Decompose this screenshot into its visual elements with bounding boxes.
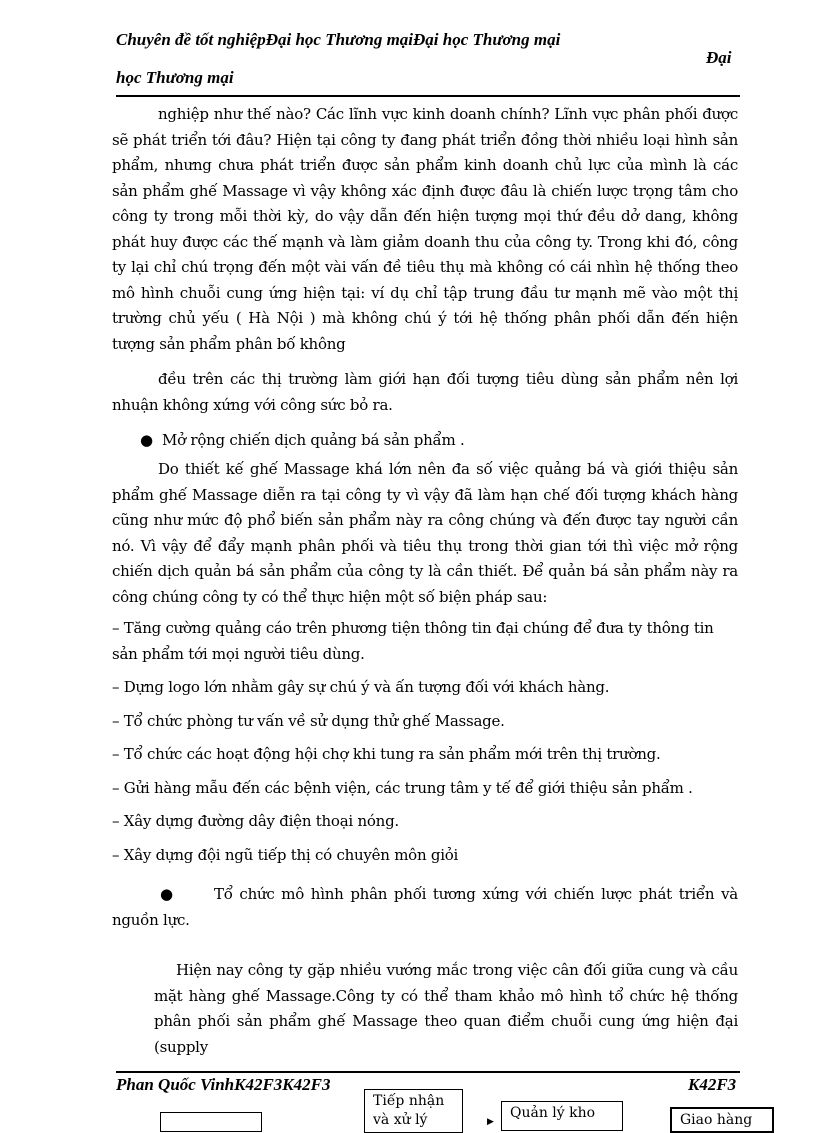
dash-item-6: – Xây dựng đường dây điện thoại nóng.	[112, 812, 399, 830]
diagram-box-1	[160, 1112, 262, 1132]
footer-author: Phan Quốc VinhK42F3K42F3	[116, 1075, 331, 1094]
footer-rule	[116, 1071, 740, 1073]
diagram-box-delivery: Giao hàng	[670, 1107, 774, 1133]
dash-item-1: – Tăng cường quảng cáo trên phương tiện thông tin đại chúng để đưa ty thông tin sản phẩm tới mọi người tiêu dùng.	[112, 619, 714, 663]
paragraph-3: Do thiết kế ghế Massage khá lớn nên đa số việc quảng bá và giới thiệu sản phẩm ghế Massage diễn ra tại công ty vì vậy đã làm hạn chế đối tượng khách hàng cũng như mức độ phổ biến sản phẩm này ra công chúng và đến được tay người cần nó. Vì vậy để đẩy mạnh phân phối và tiêu thụ trong thời gian tới thì việc mở rộng chiến dịch quản bá sản phẩm của công ty là cần thiết. Để quản bá sản phẩm này ra công chúng công ty có thể thực hiện một số biện pháp sau:	[112, 460, 738, 606]
dash-item-2: – Dựng logo lớn nhằm gây sự chú ý và ấn tượng đối với khách hàng.	[112, 678, 610, 696]
dash-item-3: – Tổ chức phòng tư vấn về sử dụng thử ghế Massage.	[112, 711, 505, 730]
bullet-item-1-text: Mở rộng chiến dịch quảng bá sản phẩm .	[162, 431, 465, 449]
footer-class-code: K42F3	[688, 1075, 737, 1094]
diagram-arrow-icon: ▶	[487, 1117, 494, 1127]
paragraph-2: đều trên các thị trường làm giới hạn đối tượng tiêu dùng sản phẩm nên lợi nhuận không xứng với công sức bỏ ra.	[112, 370, 738, 414]
bullet-item-2	[112, 882, 738, 933]
header-rule	[116, 95, 740, 97]
header-title-line1: Chuyên đề tốt nghiệpĐại học Thương mạiĐại học Thương mại	[116, 30, 561, 49]
header-title-line2: học Thương mại	[116, 68, 234, 87]
dash-item-7: – Xây dựng đội ngũ tiếp thị có chuyên môn giỏi	[112, 845, 459, 864]
document-body	[112, 102, 738, 1075]
bullet-item-1	[112, 428, 738, 453]
bullet-icon: ●	[160, 885, 173, 903]
bullet-icon: ●	[140, 431, 153, 449]
paragraph-1: nghiệp như thế nào? Các lĩnh vực kinh doanh chính? Lĩnh vực phân phối được sẽ phát triển tới đâu? Hiện tại công ty đang phát triển đồng thời nhiều loại hình sản phẩm, nhưng chưa phát triển được sản phẩm kinh doanh chủ lực của mình là các sản phẩm ghế Massage vì vậy không xác định được đâu là chiến lược trọng tâm cho công ty trong mỗi thời kỳ, do vậy dẫn đến hiện tượng mọi thứ đều dở dang, không phát huy được các thế mạnh và làm giảm doanh thu của công ty. Trong khi đó, công ty lại chỉ chú trọng đến một vài vấn đề tiêu thụ mà không có cái nhìn hệ thống theo mô hình chuỗi cung ứng hiện tại: ví dụ chỉ tập trung đầu tư mạnh mẽ vào một thị trường chủ yếu ( Hà Nội ) mà không chú ý tới hệ thống phân phối dẫn đến hiện tượng sản phẩm phân bố không	[112, 105, 738, 353]
header-right-text: Đại	[706, 48, 732, 67]
dash-item-4: – Tổ chức các hoạt động hội chợ khi tung ra sản phẩm mới trên thị trường.	[112, 745, 661, 763]
bullet-item-2-text: Tổ chức mô hình phân phối tương xứng với chiến lược phát triển và nguồn lực.	[112, 885, 738, 929]
dash-item-5: – Gửi hàng mẫu đến các bệnh viện, các trung tâm y tế để giới thiệu sản phẩm .	[112, 778, 693, 797]
diagram-box-receive-process: Tiếp nhận và xử lý	[364, 1089, 463, 1133]
diagram-box-warehouse: Quản lý kho	[501, 1101, 623, 1131]
paragraph-4: Hiện nay công ty gặp nhiều vướng mắc trong việc cân đối giữa cung và cầu mặt hàng ghế Massage.Công ty có thể tham khảo mô hình tổ chức hệ thống phân phối sản phẩm ghế Massage theo quan điểm chuỗi cung ứng hiện đại (supply	[154, 961, 738, 1056]
